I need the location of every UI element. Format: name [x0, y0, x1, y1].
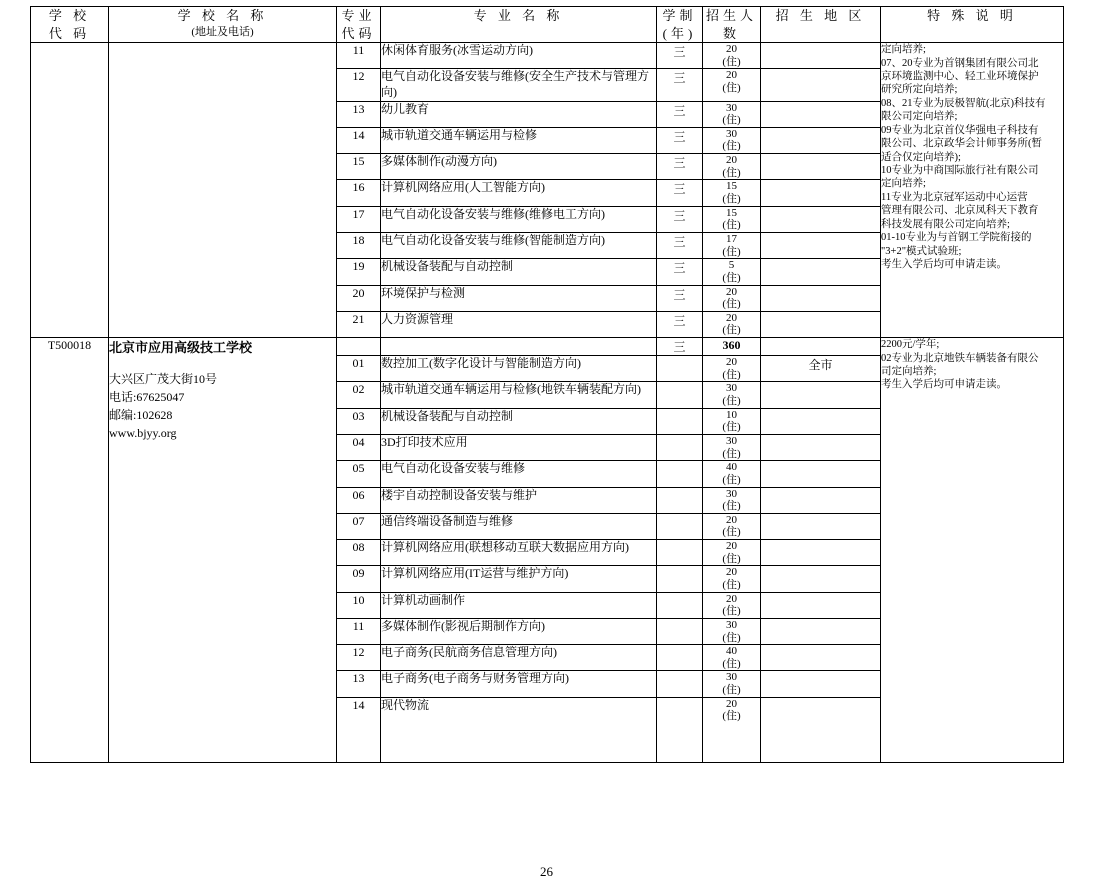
cell-quota: 20 (住): [703, 540, 761, 566]
cell-years: [657, 408, 703, 434]
cell-quota: 30 (住): [703, 487, 761, 513]
cell-quota: 20 (住): [703, 69, 761, 101]
admissions-table: [30, 6, 1064, 763]
cell-region: [761, 311, 881, 337]
cell-school-code: T500018: [31, 338, 109, 763]
school-phone: 电话:67625047: [109, 389, 185, 404]
quota-number: 20: [726, 43, 737, 56]
header-row: [31, 7, 1064, 43]
cell-major-code: 18: [337, 232, 381, 258]
cell-major-name: 计算机网络应用(联想移动互联大数据应用方向): [381, 540, 657, 566]
cell-major-name: 环境保护与检测: [381, 285, 657, 311]
cell-major-name: 休闲体育服务(冰雪运动方向): [381, 43, 657, 69]
cell-school-name: [109, 43, 337, 338]
header-years: 学制 (年): [657, 7, 703, 43]
header-remark: 特 殊 说 明: [881, 7, 1064, 43]
cell-region: [761, 487, 881, 513]
cell-quota: 40 (住): [703, 461, 761, 487]
cell-years: [657, 566, 703, 592]
cell-major-name: 幼儿教育: [381, 101, 657, 127]
cell-major-name: 城市轨道交通车辆运用与检修: [381, 127, 657, 153]
cell-major-code: 16: [337, 180, 381, 206]
cell-region: [761, 43, 881, 69]
cell-years: [657, 645, 703, 671]
cell-major-name: 电子商务(民航商务信息管理方向): [381, 645, 657, 671]
cell-major-code: 03: [337, 408, 381, 434]
cell-quota: 30 (住): [703, 434, 761, 460]
cell-major-name: 计算机动画制作: [381, 592, 657, 618]
cell-years: 三: [657, 101, 703, 127]
cell-major-code: 17: [337, 206, 381, 232]
cell-remark: 2200元/学年; 02专业为北京地铁车辆装备有限公 司定向培养; 考生入学后均可申请走读。: [881, 338, 1064, 763]
cell-region: [761, 154, 881, 180]
cell-major-code: 13: [337, 671, 381, 697]
cell-years: 三: [657, 127, 703, 153]
cell-major-name: 机械设备装配与自动控制: [381, 408, 657, 434]
header-major-code: 专业 代码: [337, 7, 381, 43]
cell-region: [761, 645, 881, 671]
cell-major-code: 01: [337, 356, 381, 382]
cell-major-code: 21: [337, 311, 381, 337]
cell-years: 三: [657, 206, 703, 232]
cell-years: [657, 671, 703, 697]
cell-quota: 30 (住): [703, 671, 761, 697]
table-row-school-header: [31, 338, 1064, 356]
cell-years: [657, 697, 703, 762]
cell-quota: 30 (住): [703, 127, 761, 153]
cell-years: [657, 540, 703, 566]
cell-major-code: 14: [337, 127, 381, 153]
cell-school-name: [109, 338, 337, 763]
cell-major-name: 电气自动化设备安装与维修(智能制造方向): [381, 232, 657, 258]
cell-major-name: 电气自动化设备安装与维修: [381, 461, 657, 487]
header-major-name: 专 业 名 称: [381, 7, 657, 43]
cell-region: [761, 513, 881, 539]
cell-region: [761, 127, 881, 153]
cell-major-code: 12: [337, 645, 381, 671]
cell-major-name: 人力资源管理: [381, 311, 657, 337]
cell-region: [761, 180, 881, 206]
cell-major-code: 14: [337, 697, 381, 762]
table-row: [31, 43, 1064, 69]
cell-quota: 15 (住): [703, 206, 761, 232]
cell-region: [761, 69, 881, 101]
table-body: [31, 43, 1064, 763]
cell-remark: 定向培养; 07、20专业为首钢集团有限公司北 京环境监测中心、轻工业环境保护 研究所定向培养; 08、21专业为辰极智航(北京)科技有 限公司定向培养; 09专业为北京首仪华强电子科技有 限公司、北京政华会计师事务所(暂 适合仅定向培养); 10专业为中商国际旅行社有限公司 定向培养; 11专业为北京冠军运动中心运营 管理有限公司、北京凤科天下教育 科技发展有限公司定向培养; 01-10专业为与首钢工学院衔接的 "3+2"模式试验班; 考生入学后均可申请走读。: [881, 43, 1064, 338]
cell-region: [761, 566, 881, 592]
cell-major-code: 11: [337, 618, 381, 644]
cell-quota: 17 (住): [703, 232, 761, 258]
cell-years: [657, 434, 703, 460]
header-school-code: 学 校 代 码: [31, 7, 109, 43]
cell-quota: 40 (住): [703, 645, 761, 671]
cell-region: [761, 461, 881, 487]
cell-major-code: 02: [337, 382, 381, 408]
cell-quota: 30 (住): [703, 101, 761, 127]
cell-major-code: 20: [337, 285, 381, 311]
cell-region: [761, 540, 881, 566]
cell-major-name: 多媒体制作(动漫方向): [381, 154, 657, 180]
cell-major-name: 多媒体制作(影视后期制作方向): [381, 618, 657, 644]
cell-quota: 20 (住): [703, 592, 761, 618]
cell-region: [761, 285, 881, 311]
cell-region: [761, 697, 881, 762]
page-number: 26: [540, 864, 553, 879]
cell-major-code: 04: [337, 434, 381, 460]
cell-region: [761, 101, 881, 127]
cell-major-code: [337, 338, 381, 356]
cell-region: [761, 259, 881, 285]
cell-years: [657, 592, 703, 618]
cell-quota: 15 (住): [703, 180, 761, 206]
cell-years: [657, 487, 703, 513]
table-header: [31, 7, 1064, 43]
cell-quota: 20 (住): [703, 566, 761, 592]
cell-region: [761, 434, 881, 460]
cell-region: [761, 338, 881, 356]
cell-years: 三: [657, 43, 703, 69]
cell-quota: 5 (住): [703, 259, 761, 285]
cell-region: [761, 408, 881, 434]
cell-years: [657, 382, 703, 408]
cell-major-code: 10: [337, 592, 381, 618]
cell-major-code: 19: [337, 259, 381, 285]
cell-quota: 20 (住): [703, 356, 761, 382]
cell-major-code: 07: [337, 513, 381, 539]
cell-major-name: 电气自动化设备安装与维修(安全生产技术与管理方向): [381, 69, 657, 101]
cell-quota: 30 (住): [703, 618, 761, 644]
cell-major-code: 09: [337, 566, 381, 592]
cell-quota: 20 (住): [703, 285, 761, 311]
cell-quota: 20 (住): [703, 154, 761, 180]
cell-quota: 30 (住): [703, 382, 761, 408]
cell-major-code: 12: [337, 69, 381, 101]
cell-major-name: [381, 338, 657, 356]
cell-major-name: 计算机网络应用(IT运营与维护方向): [381, 566, 657, 592]
cell-years: 三: [657, 232, 703, 258]
cell-years: 三: [657, 154, 703, 180]
cell-region: [761, 382, 881, 408]
quota-unit: (住): [722, 55, 741, 68]
cell-major-code: 11: [337, 43, 381, 69]
cell-total-quota: 360: [703, 338, 761, 356]
cell-major-code: 08: [337, 540, 381, 566]
cell-school-code: [31, 43, 109, 338]
cell-major-name: 现代物流: [381, 697, 657, 762]
cell-major-name: 城市轨道交通车辆运用与检修(地铁车辆装配方向): [381, 382, 657, 408]
cell-region: [761, 618, 881, 644]
cell-years: [657, 356, 703, 382]
school-name-text: 北京市应用高级技工学校: [109, 340, 253, 356]
cell-quota: 10 (住): [703, 408, 761, 434]
cell-major-name: 3D打印技术应用: [381, 434, 657, 460]
cell-years: [657, 618, 703, 644]
cell-major-code: 15: [337, 154, 381, 180]
cell-region: [761, 592, 881, 618]
header-school-name: 学 校 名 称 (地址及电话): [109, 7, 337, 43]
cell-region: [761, 232, 881, 258]
cell-major-name: 数控加工(数字化设计与智能制造方向): [381, 356, 657, 382]
school-postcode: 邮编:102628: [109, 407, 173, 422]
cell-quota: [703, 43, 761, 69]
cell-major-code: 06: [337, 487, 381, 513]
cell-major-code: 13: [337, 101, 381, 127]
cell-major-name: 计算机网络应用(人工智能方向): [381, 180, 657, 206]
cell-quota: 20 (住): [703, 513, 761, 539]
cell-major-code: 05: [337, 461, 381, 487]
cell-region: 全市: [761, 356, 881, 382]
cell-years: 三: [657, 311, 703, 337]
cell-major-name: 楼宇自动控制设备安装与维护: [381, 487, 657, 513]
cell-region: [761, 206, 881, 232]
cell-years: [657, 513, 703, 539]
cell-years: 三: [657, 69, 703, 101]
header-quota: 招生人数: [703, 7, 761, 43]
cell-major-name: 机械设备装配与自动控制: [381, 259, 657, 285]
cell-major-name: 通信终端设备制造与维修: [381, 513, 657, 539]
cell-years: [657, 461, 703, 487]
cell-years: 三: [657, 259, 703, 285]
cell-years: 三: [657, 180, 703, 206]
school-website: www.bjyy.org: [109, 425, 177, 440]
cell-major-name: 电气自动化设备安装与维修(维修电工方向): [381, 206, 657, 232]
cell-years: 三: [657, 285, 703, 311]
cell-total-years: 三: [657, 338, 703, 356]
school-address: 大兴区广茂大街10号: [109, 371, 218, 386]
cell-region: [761, 671, 881, 697]
cell-quota: 20 (住): [703, 311, 761, 337]
cell-major-name: 电子商务(电子商务与财务管理方向): [381, 671, 657, 697]
cell-quota: 20 (住): [703, 697, 761, 762]
header-region: 招 生 地 区: [761, 7, 881, 43]
